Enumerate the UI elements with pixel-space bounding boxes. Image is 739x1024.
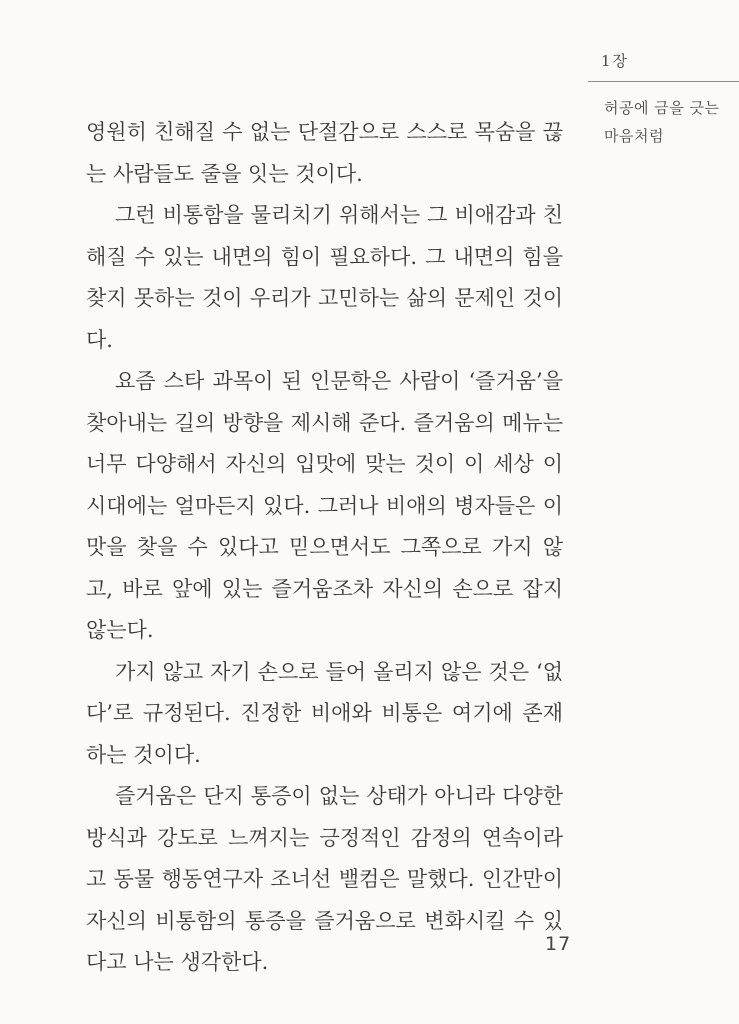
paragraph: 즐거움은 단지 통증이 없는 상태가 아니라 다양한 방식과 강도로 느껴지는 긍정적인 감정의 연속이라고 동물 행동연구자 조너선 밸컴은 말했다. 인간만이 자신의 비통함의 통증을 즐거움으로 변화시킬 수 있다고 나는 생각한다. <box>86 784 563 974</box>
paragraph: 가지 않고 자기 손으로 들어 올리지 않은 것은 ‘없다’로 규정된다. 진정한 비애와 비통은 여기에 존재하는 것이다. <box>86 659 563 767</box>
body-text <box>86 112 563 984</box>
chapter-header <box>588 50 739 150</box>
paragraph: 그런 비통함을 물리치기 위해서는 그 비애감과 친해질 수 있는 내면의 힘이 필요하다. 그 내면의 힘을 찾지 못하는 것이 우리가 고민하는 삶의 문제인 것이다. <box>86 203 563 352</box>
chapter-title <box>588 94 739 150</box>
paragraph: 영원히 친해질 수 없는 단절감으로 스스로 목숨을 끊는 사람들도 줄을 잇는 것이다. <box>86 120 563 186</box>
chapter-label: 1장 <box>601 52 630 70</box>
paragraph: 요즘 스타 과목이 된 인문학은 사람이 ‘즐거움’을 찾아내는 길의 방향을 제시해 준다. 즐거움의 메뉴는 너무 다양해서 자신의 입맛에 맞는 것이 이 세상 이 시대에는 얼마든지 있다. 그러나 비애의 병자들은 이 맛을 찾을 수 있다고 믿으면서도 그쪽으로 가지 않고, 바로 앞에 있는 즐거움조차 자신의 손으로 잡지 않는다. <box>86 369 563 642</box>
page-number: 17 <box>545 933 572 955</box>
chapter-title-line-1: 허공에 금을 긋는 <box>604 99 720 117</box>
header-divider <box>588 81 739 82</box>
chapter-title-line-2: 마음처럼 <box>604 127 664 145</box>
